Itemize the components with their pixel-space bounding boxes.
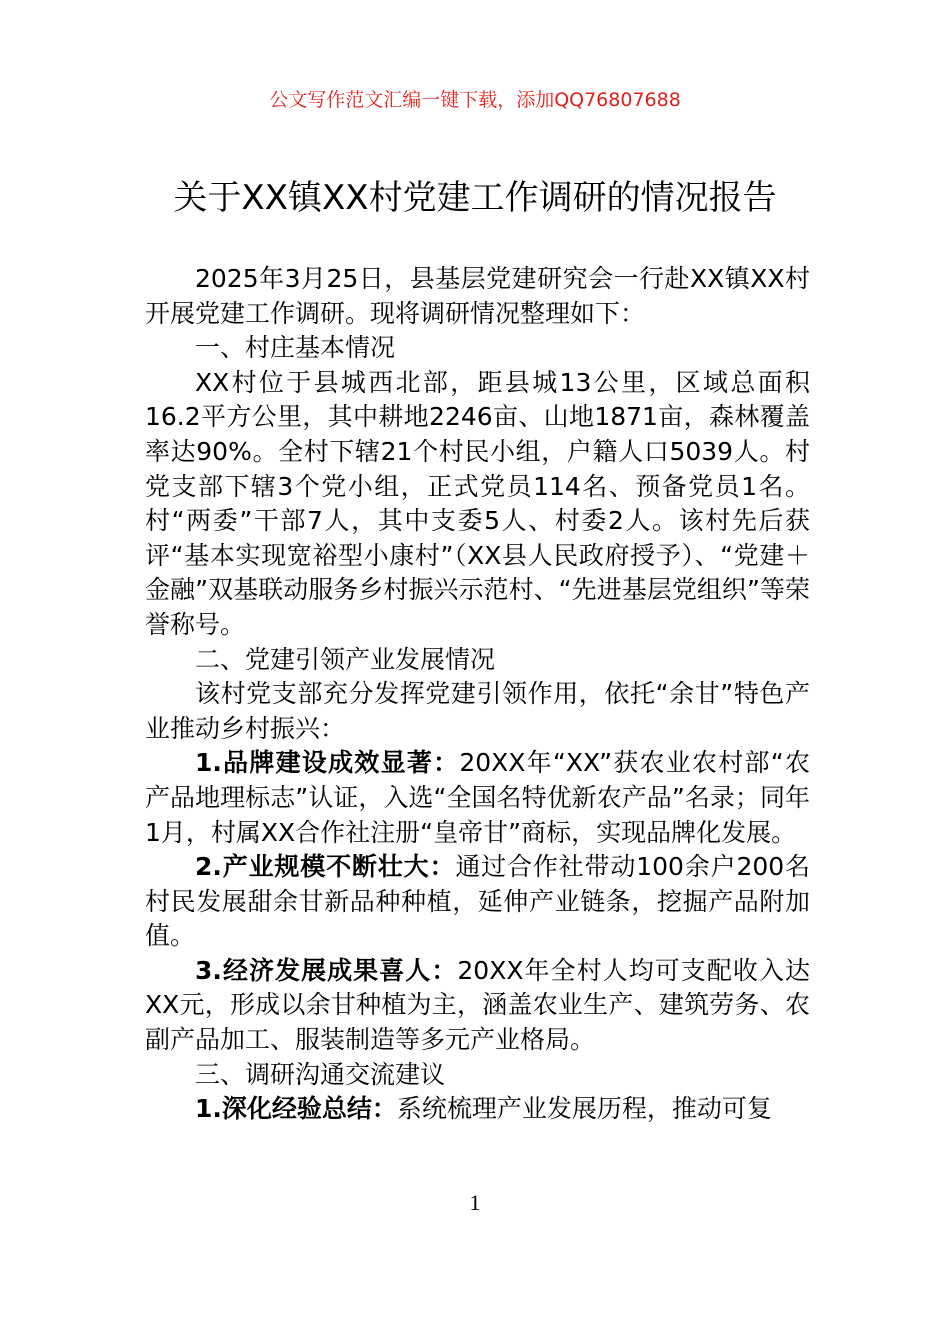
paragraph-lead: 1.深化经验总结： xyxy=(195,1094,397,1124)
paragraph-text: 一、村庄基本情况 xyxy=(195,333,396,363)
paragraph-text: 通过合作社带动100余户200名村民发展甜余甘新品种种植，延伸产业链条，挖掘产品附加值。 xyxy=(145,852,810,951)
header-note: 公文写作范文汇编一键下载，添加QQ76807688 xyxy=(269,89,681,111)
paragraph-scale xyxy=(145,850,810,954)
section-heading-2 xyxy=(145,643,810,678)
paragraph-text: 2025年3月25日，县基层党建研究会一行赴XX镇XX村开展党建工作调研。现将调研情况整理如下： xyxy=(145,264,810,328)
paragraph-text: XX村位于县城西北部，距县城13公里，区域总面积16.2平方公里，其中耕地2246亩、山地1871亩，森林覆盖率达90%。全村下辖21个村民小组，户籍人口5039人。村党支部下辖3个党小组，正式党员114名、预备党员1名。村“两委”干部7人，其中支委5人、村委2人。该村先后获评“基本实现宽裕型小康村”（XX县人民政府授予）、“党建＋金融”双基联动服务乡村振兴示范村、“先进基层党组织”等荣誉称号。 xyxy=(145,367,810,639)
page-number: 1 xyxy=(469,1190,481,1215)
paragraph-suggestion-1 xyxy=(145,1092,810,1127)
paragraph-lead: 1.品牌建设成效显著： xyxy=(195,748,460,778)
paragraph-intro xyxy=(145,262,810,331)
paragraph-industry-intro xyxy=(145,677,810,746)
paragraph-lead: 2.产业规模不断壮大： xyxy=(195,852,456,882)
paragraph-text: 该村党支部充分发挥党建引领作用，依托“余甘”特色产业推动乡村振兴： xyxy=(145,679,810,743)
paragraph-village-info xyxy=(145,366,810,643)
paragraph-lead: 3.经济发展成果喜人： xyxy=(195,955,458,985)
paragraph-economy xyxy=(145,954,810,1058)
paragraph-brand xyxy=(145,746,810,850)
paragraph-text: 20XX年全村人均可支配收入达XX元，形成以余甘种植为主，涵盖农业生产、建筑劳务、农副产品加工、服装制造等多元产业格局。 xyxy=(145,955,810,1055)
document-body xyxy=(145,262,810,1127)
paragraph-text: 三、调研沟通交流建议 xyxy=(195,1059,446,1089)
section-heading-3 xyxy=(145,1058,810,1093)
paragraph-text: 20XX年“XX”获农业农村部“农产品地理标志”认证，入选“全国名特优新农产品”名录；同年1月，村属XX合作社注册“皇帝甘”商标，实现品牌化发展。 xyxy=(145,748,810,847)
document-title: 关于XX镇XX村党建工作调研的情况报告 xyxy=(173,178,777,218)
section-heading-1 xyxy=(145,331,810,366)
paragraph-text: 系统梳理产业发展历程，推动可复 xyxy=(396,1094,772,1124)
paragraph-text: 二、党建引领产业发展情况 xyxy=(195,644,496,674)
